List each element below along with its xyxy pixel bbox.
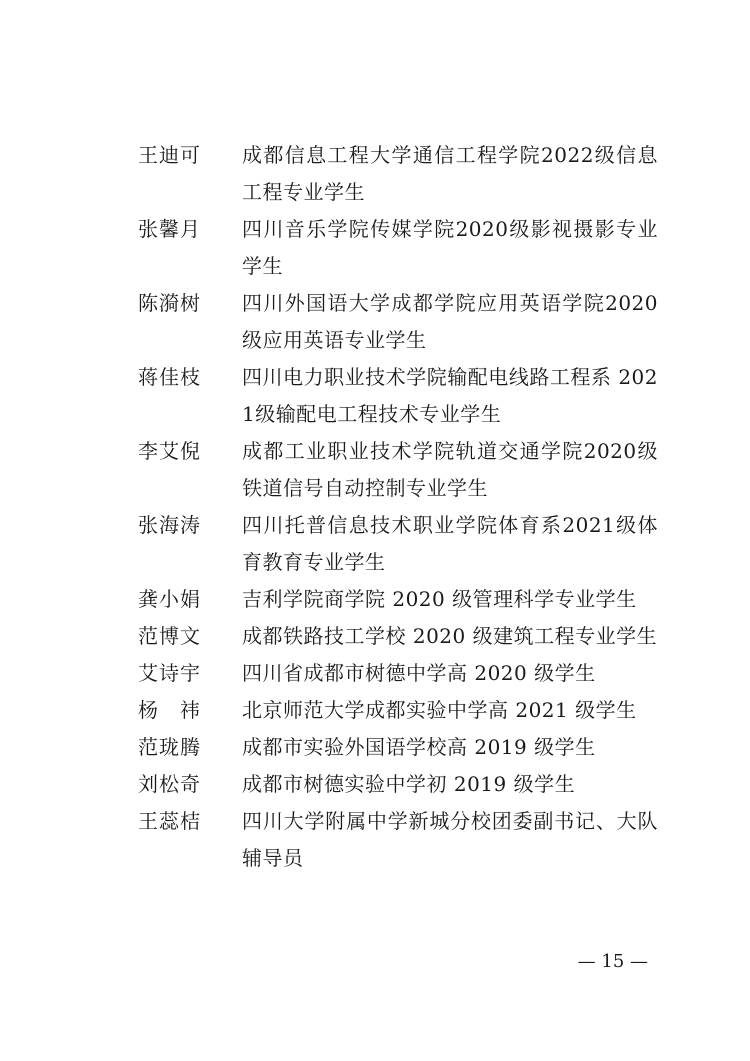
- list-item: [138, 729, 658, 766]
- recipient-name: 陈漪树: [138, 291, 201, 315]
- recipient-description: 四川电力职业技术学院输配电线路工程系 2021级输配电工程技术专业学生: [242, 365, 658, 426]
- recipient-name: 刘松奇: [138, 772, 201, 796]
- recipient-name: 蒋佳枝: [138, 365, 201, 389]
- recipient-description: 北京师范大学成都实验中学高 2021 级学生: [242, 698, 637, 722]
- recipient-name: 张馨月: [138, 217, 201, 241]
- list-item: [138, 766, 658, 803]
- recipient-name: 艾诗宇: [138, 661, 201, 685]
- recipient-description: 四川音乐学院传媒学院2020级影视摄影专业学生: [242, 217, 658, 278]
- recipient-description: 成都工业职业技术学院轨道交通学院2020级铁道信号自动控制专业学生: [242, 439, 658, 500]
- list-item: [138, 507, 658, 581]
- recipient-description: 吉利学院商学院 2020 级管理科学专业学生: [242, 587, 637, 611]
- list-item: [138, 211, 658, 285]
- recipient-description: 四川外国语大学成都学院应用英语学院2020级应用英语专业学生: [242, 291, 658, 352]
- list-item: [138, 359, 658, 433]
- list-item: [138, 137, 658, 211]
- recipient-name: 范博文: [138, 624, 201, 648]
- recipient-name: 李艾倪: [138, 439, 201, 463]
- recipient-description: 成都铁路技工学校 2020 级建筑工程专业学生: [242, 624, 658, 648]
- award-recipient-list: [138, 137, 658, 877]
- recipient-description: 四川大学附属中学新城分校团委副书记、大队辅导员: [242, 809, 658, 870]
- recipient-name: 王蕊桔: [138, 809, 201, 833]
- page-number: — 15 —: [577, 951, 648, 972]
- list-item: [138, 655, 658, 692]
- list-item: [138, 692, 658, 729]
- recipient-name: 龚小娟: [138, 587, 201, 611]
- list-item: [138, 581, 658, 618]
- recipient-name: 范珑腾: [138, 735, 201, 759]
- recipient-name: 杨 祎: [138, 698, 201, 722]
- recipient-description: 四川省成都市树德中学高 2020 级学生: [242, 661, 596, 685]
- recipient-description: 成都信息工程大学通信工程学院2022级信息工程专业学生: [242, 143, 658, 204]
- recipient-description: 成都市实验外国语学校高 2019 级学生: [242, 735, 596, 759]
- list-item: [138, 285, 658, 359]
- list-item: [138, 618, 658, 655]
- recipient-name: 张海涛: [138, 513, 201, 537]
- recipient-description: 成都市树德实验中学初 2019 级学生: [242, 772, 576, 796]
- recipient-description: 四川托普信息技术职业学院体育系2021级体育教育专业学生: [242, 513, 658, 574]
- list-item: [138, 803, 658, 877]
- list-item: [138, 433, 658, 507]
- recipient-name: 王迪可: [138, 143, 201, 167]
